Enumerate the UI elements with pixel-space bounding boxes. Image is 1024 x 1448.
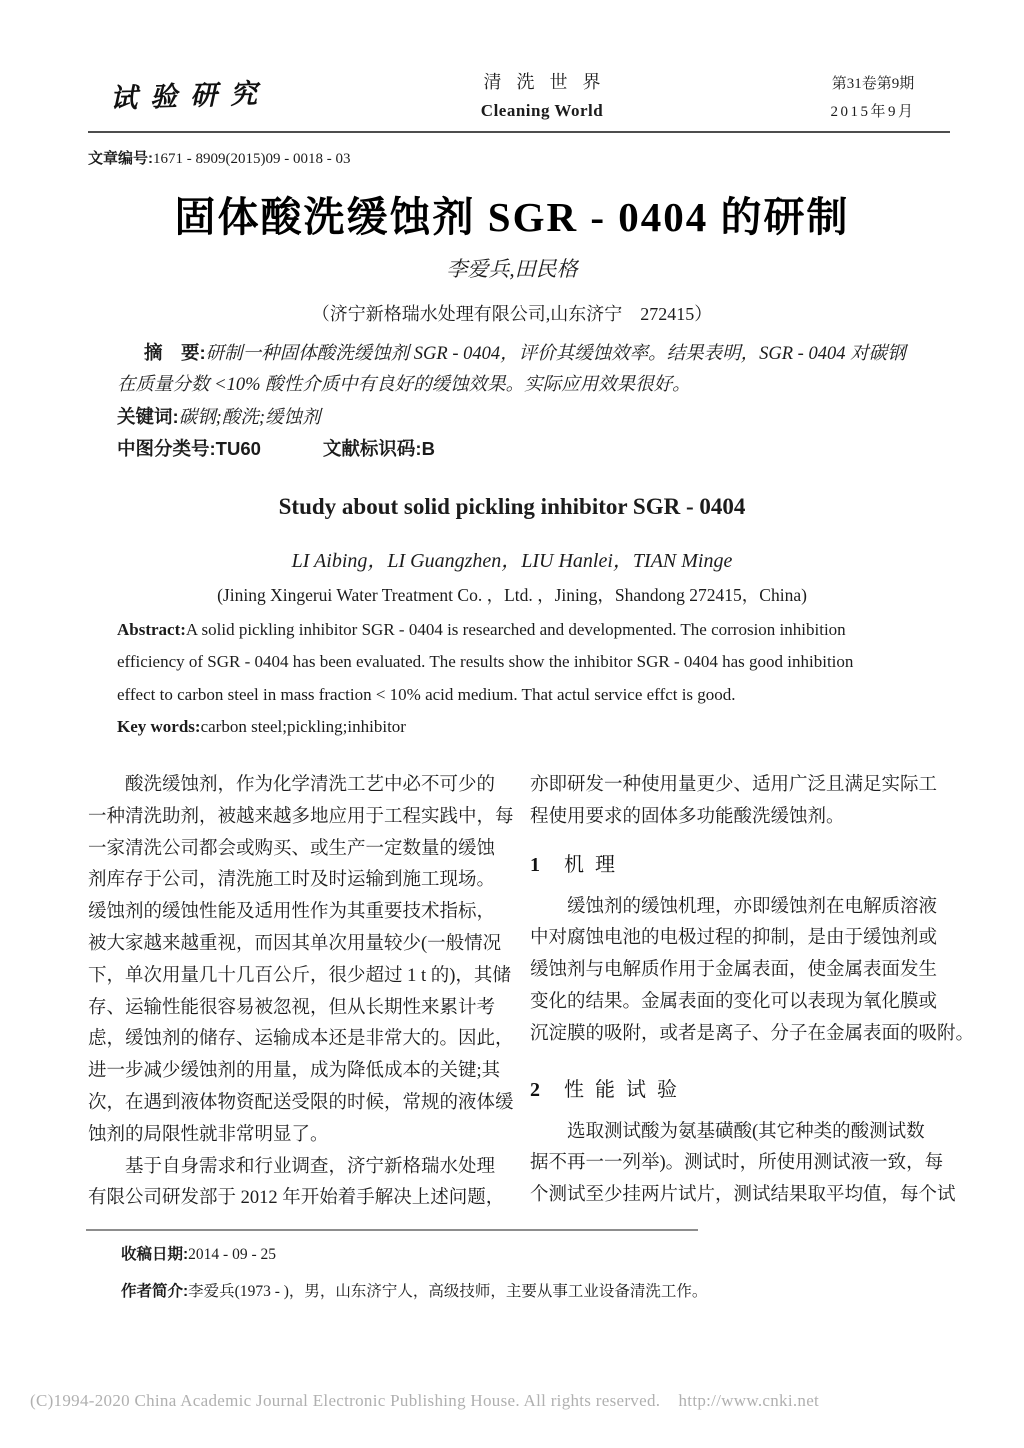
body-text-line: 虑，缓蚀剂的储存、运输成本还是非常大的。因此， xyxy=(88,1029,514,1050)
doc-code-label: 文献标识码: xyxy=(322,438,422,459)
clc-line xyxy=(117,433,915,465)
section-heading-1 xyxy=(530,848,948,882)
body-text-line: 一种清洗助剂，被越来越多地应用于工程实践中，每 xyxy=(88,806,514,827)
body-text-line: 选取测试酸为氨基磺酸(其它种类的酸测试数 xyxy=(530,1121,925,1142)
body-text-line: 中对腐蚀电池的电极过程的抑制，是由于缓蚀剂或 xyxy=(530,928,938,949)
body-text-line: 缓蚀剂的缓蚀机理，亦即缓蚀剂在电解质溶液 xyxy=(530,896,938,917)
abstract-cn-line2: 在质量分数 <10% 酸性介质中有良好的缓蚀效果。实际应用效果很好。 xyxy=(117,375,691,395)
doc-code-value: B xyxy=(421,438,435,459)
abstract-cn-line1: 摘 要:研制一种固体酸洗缓蚀剂 SGR - 0404，评价其缓蚀效率。结果表明，SGR - 0404 对碳钢 xyxy=(144,342,906,364)
affiliation-en: (Jining Xingerui Water Treatment Co. ，Ltd. ，Jining，Shandong 272415，China) xyxy=(217,585,807,605)
abstract-en-line2: efficiency of SGR - 0404 has been evaluated. The results show the inhibitor SGR - 0404 has good inhibition xyxy=(117,652,854,672)
keywords-en-label: Key words: xyxy=(117,717,201,737)
body-text-line: 沉淀膜的吸附，或者是离子、分子在金属表面的吸附。 xyxy=(530,1023,975,1044)
received-date-label: 收稿日期: xyxy=(121,1246,189,1263)
body-text-line: 进一步减少缓蚀剂的用量，成为降低成本的关键;其 xyxy=(88,1061,501,1082)
keywords-cn-label: 关键词: xyxy=(117,406,179,427)
body-text-line: 次，在遇到液体物资配送受限的时候，常规的液体缓 xyxy=(88,1092,514,1113)
author-bio-line: 作者简介:李爱兵(1973 - )，男，山东济宁人，高级技师，主要从事工业设备清洗工作。 xyxy=(121,1283,708,1300)
body-text-line: 程使用要求的固体多功能酸洗缓蚀剂。 xyxy=(530,806,845,827)
authors-cn: 李爱兵,田民格 xyxy=(446,257,578,281)
body-column-left xyxy=(88,770,514,1215)
body-text-line: 缓蚀剂的缓蚀性能及适用性作为其重要技术指标， xyxy=(88,902,496,923)
journal-name-cn: 清洗世界 xyxy=(483,72,616,92)
abstract-cn-label: 摘 要: xyxy=(144,342,206,363)
body-text-line: 一家清洗公司都会或购买、或生产一定数量的缓蚀 xyxy=(88,838,496,859)
article-title-cn: 固体酸洗缓蚀剂 SGR - 0404 的研制 xyxy=(174,194,850,240)
abstract-en-line3: effect to carbon steel in mass fraction < 10% acid medium. That actul service effct is good. xyxy=(117,684,736,704)
issue-info xyxy=(813,72,933,121)
body-text-line: 蚀剂的局限性就非常明显了。 xyxy=(88,1124,329,1145)
body-text-line: 基于自身需求和行业调查，济宁新格瑞水处理 xyxy=(88,1156,496,1177)
section-number: 1 xyxy=(530,853,540,876)
body-text-line: 存、运输性能很容易被忽视，但从长期性来累计考 xyxy=(88,997,496,1018)
body-columns xyxy=(88,770,975,1220)
body-text-line: 据不再一一列举)。测试时，所使用测试液一致，每 xyxy=(530,1153,944,1174)
article-number-label: 文章编号: xyxy=(88,150,153,167)
authors-en: LI Aibing，LI Guangzhen，LIU Hanlei，TIAN Minge xyxy=(291,550,733,572)
keywords-en-line: Key words:carbon steel;pickling;inhibitor xyxy=(117,717,406,737)
article-title-en: Study about solid pickling inhibitor SGR - 0404 xyxy=(278,494,746,519)
article-number xyxy=(88,147,350,168)
received-date-line: 收稿日期:2014 - 09 - 25 xyxy=(121,1246,276,1263)
footnote-block xyxy=(121,1243,707,1317)
section-title: 性能试验 xyxy=(564,1078,688,1101)
abstract-en-label: Abstract: xyxy=(117,620,186,639)
body-text-line: 被大家越来越重视，而因其单次用量较少(一般情况 xyxy=(88,933,502,954)
section-title: 机理 xyxy=(564,853,626,876)
body-text-line: 亦即研发一种使用量更少、适用广泛且满足实际工 xyxy=(530,775,938,795)
journal-name-en: Cleaning World xyxy=(480,101,604,120)
article-number-value: 1671 - 8909(2015)09 - 0018 - 03 xyxy=(153,151,351,167)
body-text-line: 酸洗缓蚀剂，作为化学清洗工艺中必不可少的 xyxy=(88,775,496,795)
author-bio-label: 作者简介: xyxy=(121,1283,189,1300)
section-number: 2 xyxy=(530,1078,540,1101)
footnote-rule xyxy=(86,1229,698,1231)
volume-issue: 第31卷第9期 xyxy=(831,76,915,92)
body-text-line: 下，单次用量几十几百公斤，很少超过 1 t 的)，其储 xyxy=(88,965,511,986)
body-text-line: 变化的结果。金属表面的变化可以表现为氧化膜或 xyxy=(530,991,938,1012)
body-text-line: 剂库存于公司，清洗施工时及时运输到施工现场。 xyxy=(88,870,496,891)
abstract-en-line1: Abstract:A solid pickling inhibitor SGR - 0404 is researched and developmented. The corrosion inhibition xyxy=(117,620,846,639)
abstract-en-block xyxy=(117,614,922,744)
body-column-right xyxy=(530,770,975,1212)
copyright-notice: (C)1994-2020 China Academic Journal Electronic Publishing House. All rights reserved. http://www.cnki.net xyxy=(30,1391,820,1410)
abstract-cn-block xyxy=(117,337,915,465)
issue-date: 2015年9月 xyxy=(830,104,916,120)
body-text-line: 有限公司研发部于 2012 年开始着手解决上述问题， xyxy=(88,1188,505,1209)
header-rule xyxy=(88,131,950,133)
column-label: 试验研究 xyxy=(109,78,271,114)
clc-label: 中图分类号: xyxy=(117,438,216,459)
clc-value: TU60 xyxy=(215,438,261,459)
body-text-line: 个测试至少挂两片试片，测试结果取平均值，每个试 xyxy=(530,1185,956,1206)
body-text-line: 缓蚀剂与电解质作用于金属表面，使金属表面发生 xyxy=(530,960,938,981)
affiliation-cn: （济宁新格瑞水处理有限公司,山东济宁 272415） xyxy=(311,304,713,324)
keywords-cn-line: 关键词:碳钢;酸洗;缓蚀剂 xyxy=(117,406,321,428)
journal-name-block xyxy=(362,68,722,121)
section-heading-2 xyxy=(530,1073,948,1107)
